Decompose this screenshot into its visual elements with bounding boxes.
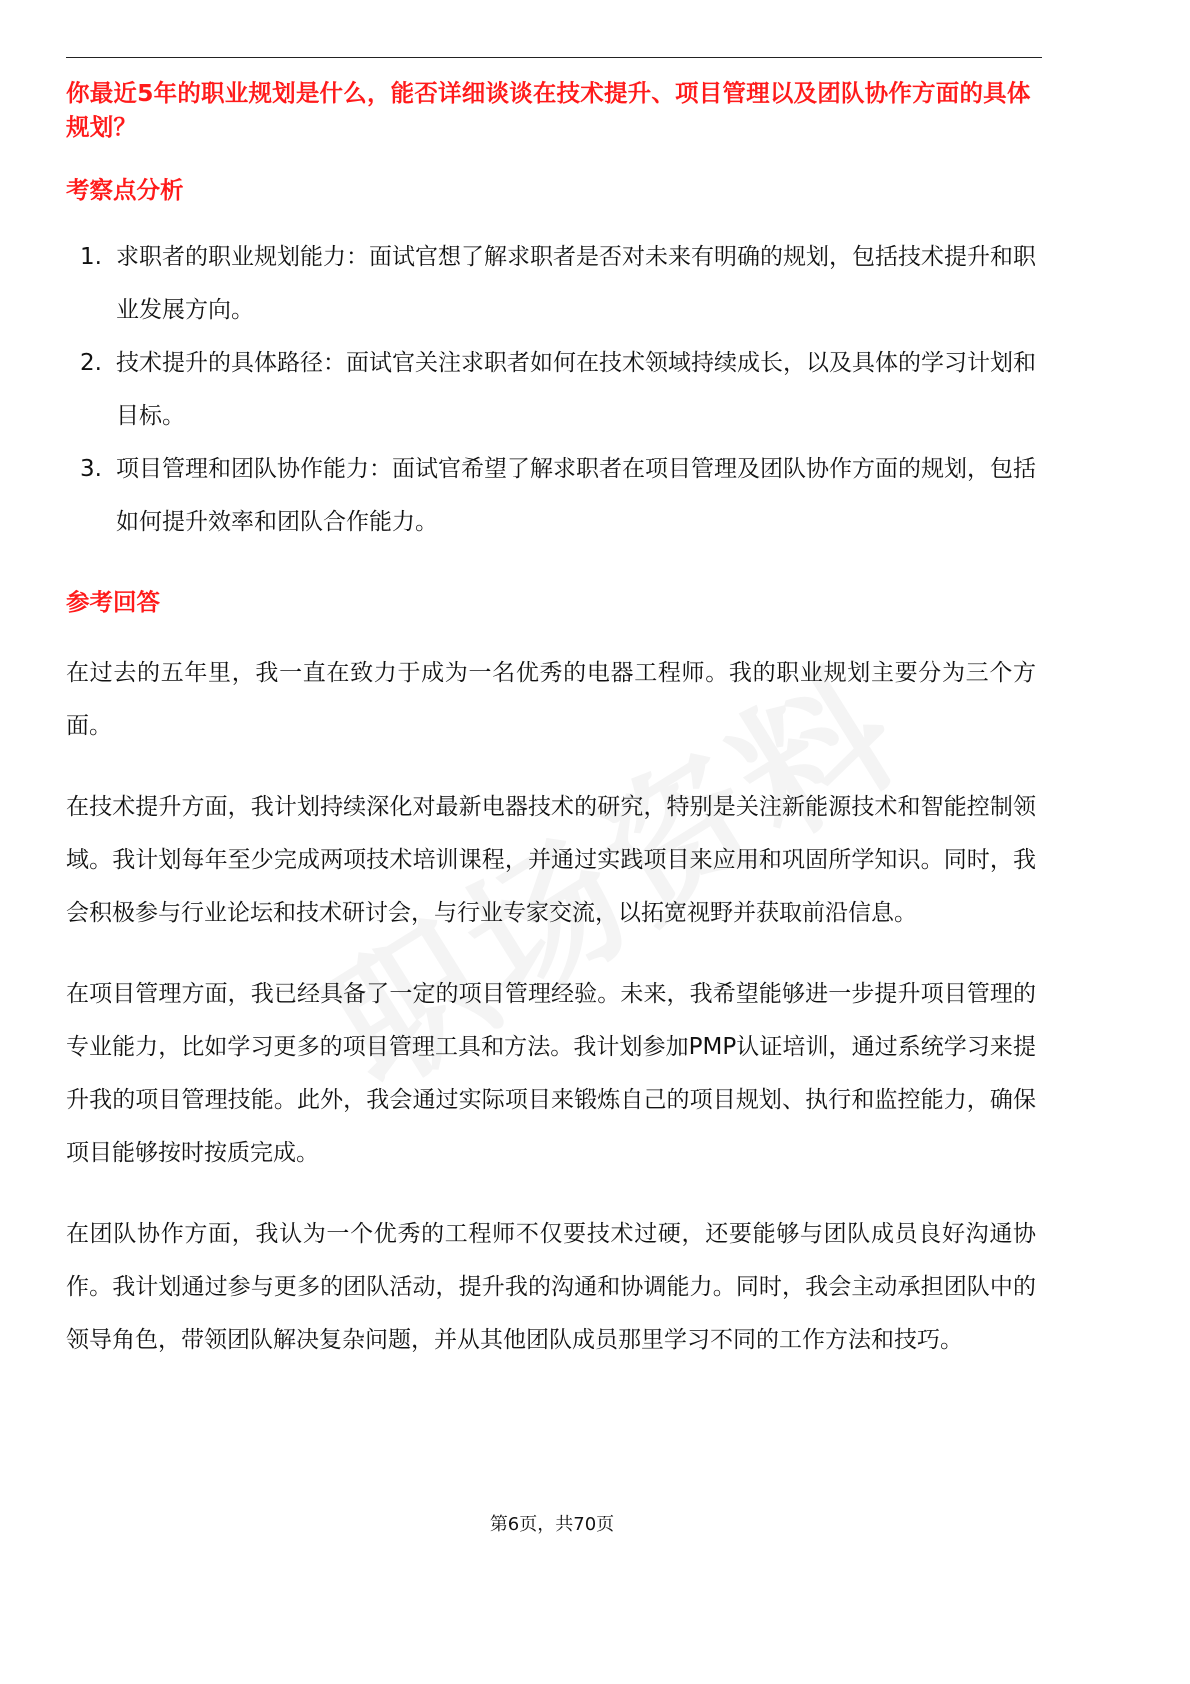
analysis-list — [66, 231, 1036, 549]
point-number: 2. — [80, 350, 102, 376]
analysis-point — [66, 231, 1036, 337]
answer-paragraph-intro: 在过去的五年里，我一直在致力于成为一名优秀的电器工程师。我的职业规划主要分为三个方面。 — [66, 660, 1036, 739]
answer-heading: 参考回答 — [66, 588, 160, 616]
point-text: 项目管理和团队协作能力：面试官希望了解求职者在项目管理及团队协作方面的规划，包括如何提升效率和团队合作能力。 — [116, 456, 1036, 535]
point-text: 求职者的职业规划能力：面试官想了解求职者是否对未来有明确的规划，包括技术提升和职业发展方向。 — [116, 244, 1036, 323]
analysis-point — [66, 443, 1036, 549]
document-body — [66, 76, 1036, 1367]
analysis-heading: 考察点分析 — [66, 176, 184, 204]
point-number: 3. — [80, 456, 102, 482]
question-title: 你最近5年的职业规划是什么，能否详细谈谈在技术提升、项目管理以及团队协作方面的具体规划？ — [66, 79, 1031, 141]
top-rule — [66, 57, 1042, 58]
answer-paragraph-teamwork: 在团队协作方面，我认为一个优秀的工程师不仅要技术过硬，还要能够与团队成员良好沟通协作。我计划通过参与更多的团队活动，提升我的沟通和协调能力。同时，我会主动承担团队中的领导角色，带领团队解决复杂问题，并从其他团队成员那里学习不同的工作方法和技巧。 — [66, 1221, 1036, 1353]
answer-paragraph-technical: 在技术提升方面，我计划持续深化对最新电器技术的研究，特别是关注新能源技术和智能控制领域。我计划每年至少完成两项技术培训课程，并通过实践项目来应用和巩固所学知识。同时，我会积极参与行业论坛和技术研讨会，与行业专家交流，以拓宽视野并获取前沿信息。 — [66, 794, 1036, 926]
analysis-point — [66, 337, 1036, 443]
answer-paragraph-project-management: 在项目管理方面，我已经具备了一定的项目管理经验。未来，我希望能够进一步提升项目管理的专业能力，比如学习更多的项目管理工具和方法。我计划参加PMP认证培训，通过系统学习来提升我的项目管理技能。此外，我会通过实际项目来锻炼自己的项目规划、执行和监控能力，确保项目能够按时按质完成。 — [66, 981, 1036, 1166]
point-number: 1. — [80, 244, 102, 270]
point-text: 技术提升的具体路径：面试官关注求职者如何在技术领域持续成长，以及具体的学习计划和目标。 — [116, 350, 1036, 429]
page-footer: 第6页，共70页 — [489, 1514, 615, 1535]
